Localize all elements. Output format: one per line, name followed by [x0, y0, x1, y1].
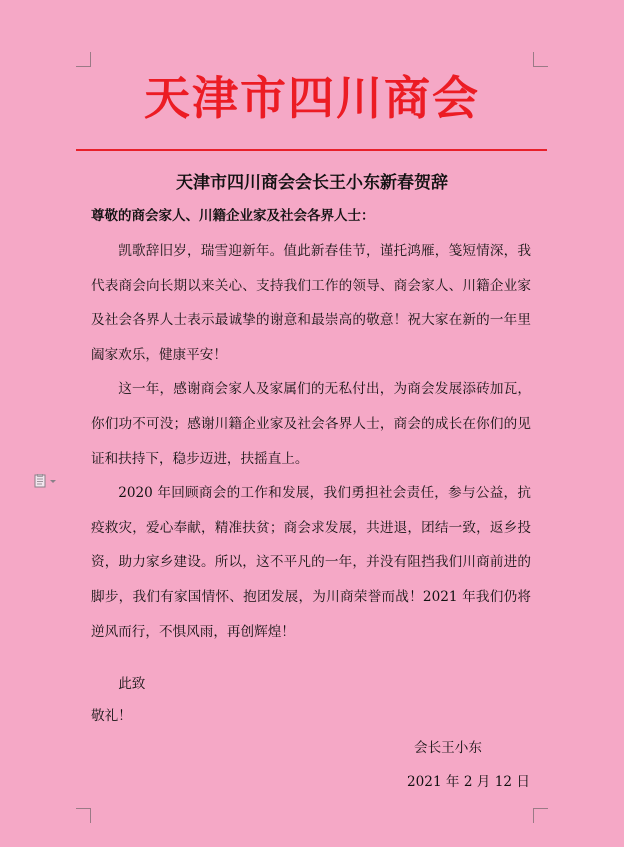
paragraph-1: 凯歌辞旧岁，瑞雪迎新年。值此新春佳节，谨托鸿雁，笺短情深，我代表商会向长期以来关心、支持我们工作的领导、商会家人、川籍企业家及社会各界人士表示最诚挚的谢意和最崇高的敬意！祝大家在新的一年里阖家欢乐，健康平安！ — [91, 243, 531, 363]
paste-options-icon[interactable] — [34, 473, 60, 487]
crop-mark-top-right — [533, 52, 548, 67]
letter-body — [91, 234, 531, 649]
signature: 会长王小东 — [414, 740, 482, 756]
crop-mark-top-left — [76, 52, 91, 67]
salutation: 尊敬的商会家人、川籍企业家及社会各界人士： — [91, 208, 375, 224]
closing-cizhi: 此致 — [118, 676, 146, 692]
letter-date: 2021 年 2 月 12 日 — [407, 774, 530, 790]
paragraph-2: 这一年，感谢商会家人及家属们的无私付出，为商会发展添砖加瓦，你们功不可没；感谢川籍企业家及社会各界人士，商会的成长在你们的见证和扶持下，稳步迈进，扶摇直上。 — [91, 381, 531, 467]
crop-mark-bottom-left — [76, 808, 91, 823]
masthead-red-rule — [76, 149, 547, 151]
document-title: 天津市四川商会会长王小东新春贺辞 — [176, 173, 448, 193]
crop-mark-bottom-right — [533, 808, 548, 823]
closing-jingli: 敬礼！ — [91, 708, 132, 724]
masthead-title: 天津市四川商会 — [144, 71, 480, 125]
paragraph-3: 2020 年回顾商会的工作和发展，我们勇担社会责任，参与公益，抗疫救灾，爱心奉献，精准扶贫；商会求发展，共进退，团结一致，返乡投资，助力家乡建设。所以，这不平凡的一年，并没有阻挡我们川商前进的脚步，我们有家国情怀、抱团发展，为川商荣誉而战！2021 年我们仍将逆风而行，不惧风雨，再创辉煌！ — [91, 485, 531, 640]
closing-block — [91, 668, 145, 732]
